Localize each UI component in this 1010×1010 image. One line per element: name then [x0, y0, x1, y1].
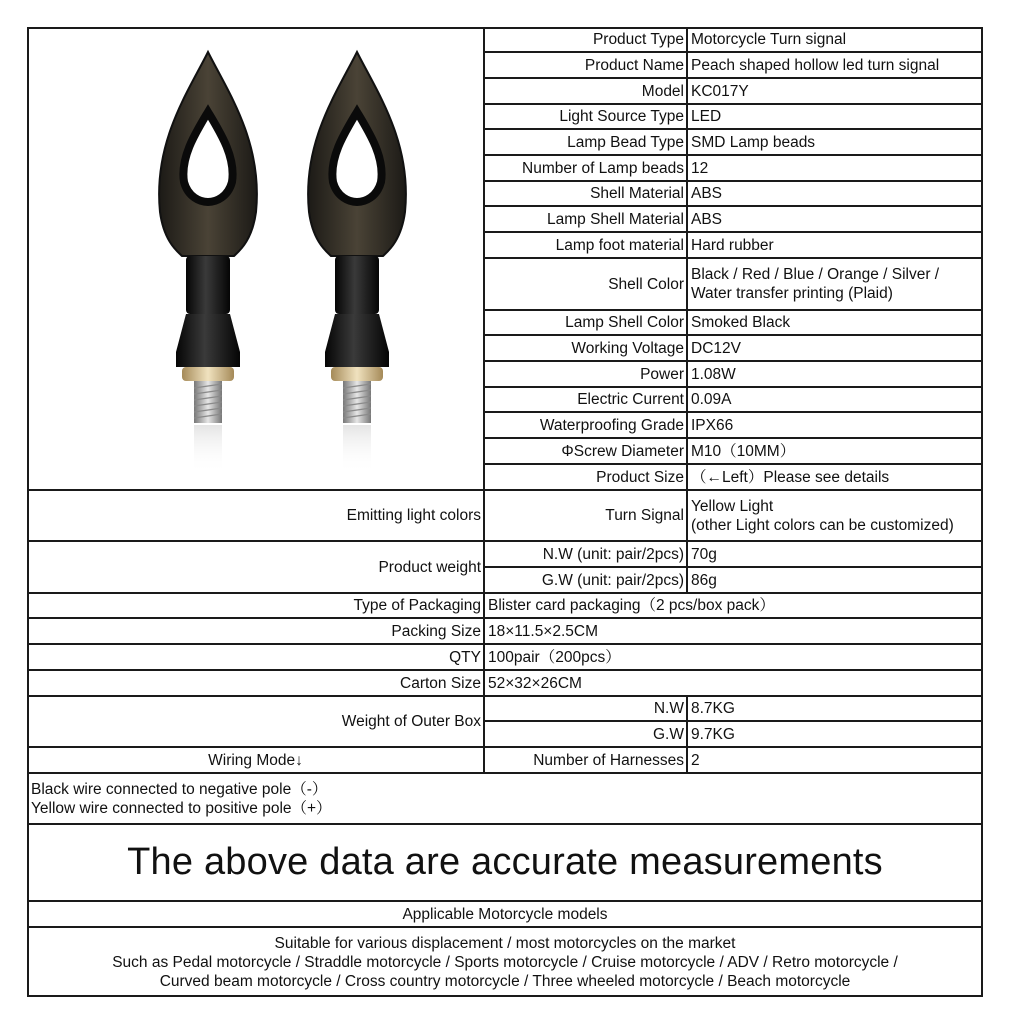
- power-value: 1.08W: [691, 365, 736, 383]
- lamp-foot-material-value: Hard rubber: [691, 236, 774, 254]
- row-divider: [484, 463, 983, 465]
- lamp-shell-material-label: Lamp Shell Material: [547, 210, 684, 228]
- product-size-value: （←Left）Please see details: [691, 468, 890, 486]
- electric-current-value: 0.09A: [691, 391, 732, 408]
- lamp-bead-count-value: 12: [691, 159, 709, 177]
- working-voltage-label: Working Voltage: [571, 339, 684, 357]
- row-divider: [27, 695, 983, 697]
- carton-size-value: 52×32×26CM: [488, 674, 582, 692]
- row-divider: [484, 27, 983, 29]
- product-weight-label: Product weight: [378, 558, 481, 576]
- row-divider: [27, 900, 983, 902]
- row-divider: [27, 643, 983, 645]
- row-divider: [484, 103, 983, 105]
- row-divider: [484, 334, 983, 336]
- row-divider: [484, 154, 983, 156]
- product-gw-value: 86g: [691, 571, 717, 589]
- row-divider: [484, 231, 983, 233]
- quantity-label: QTY: [449, 648, 481, 666]
- turn-signal-pair-image: [27, 27, 484, 490]
- applicable-models-text: Suitable for various displacement / most motorcycles on the market Such as Pedal motorcycle / Straddle motorcycle / Sports motorcycle / Cruise motorcycle / ADV / Retro motorcycle / Curved beam motorcycle / Cross country motorcycle / Three wheeled motorcycle / Beach motorcycle: [112, 934, 898, 990]
- row-divider: [484, 77, 983, 79]
- row-divider: [27, 617, 983, 619]
- packaging-type-value: Blister card packaging（2 pcs/box pack）: [488, 597, 775, 614]
- product-gw-label: G.W (unit: pair/2pcs): [541, 571, 684, 589]
- light-source-type-label: Light Source Type: [559, 108, 684, 125]
- outer-gw-value: 9.7KG: [691, 725, 735, 743]
- waterproofing-grade-label: Waterproofing Grade: [539, 416, 684, 434]
- turn-signal-label: Turn Signal: [605, 507, 684, 524]
- packing-size-label: Packing Size: [391, 622, 481, 640]
- screw-diameter-value: M10（10MM）: [691, 442, 796, 460]
- model-label: Model: [641, 82, 684, 100]
- emitting-colors-label: Emitting light colors: [346, 507, 481, 524]
- lamp-bead-type-value: SMD Lamp beads: [691, 133, 816, 151]
- row-divider: [484, 360, 983, 362]
- sheet-border-right: [981, 27, 983, 997]
- packing-size-value: 18×11.5×2.5CM: [488, 622, 599, 640]
- harness-count-label: Number of Harnesses: [533, 751, 684, 769]
- row-divider: [27, 823, 983, 825]
- lamp-shell-material-value: ABS: [691, 210, 723, 228]
- column-divider: [483, 27, 485, 773]
- product-photo: [27, 27, 484, 490]
- model-value: KC017Y: [691, 82, 749, 100]
- sheet-border-left: [27, 27, 29, 997]
- product-nw-value: 70g: [691, 545, 717, 563]
- row-divider: [484, 180, 983, 182]
- quantity-value: 100pair（200pcs）: [488, 648, 621, 666]
- applicable-models-title: Applicable Motorcycle models: [402, 905, 608, 923]
- row-divider: [27, 489, 983, 491]
- lamp-foot-material-label: Lamp foot material: [555, 236, 684, 254]
- row-divider: [27, 669, 983, 671]
- carton-size-label: Carton Size: [400, 674, 481, 692]
- row-divider: [484, 51, 983, 53]
- outer-nw-value: 8.7KG: [691, 700, 735, 717]
- shell-color-label: Shell Color: [608, 275, 684, 293]
- row-divider: [484, 437, 983, 439]
- packaging-type-label: Type of Packaging: [353, 597, 481, 614]
- product-type-value: Motorcycle Turn signal: [691, 31, 847, 48]
- screw-diameter-label: ΦScrew Diameter: [561, 442, 684, 460]
- spec-sheet: [27, 27, 983, 997]
- wiring-mode-label: Wiring Mode↓: [208, 751, 303, 769]
- row-divider: [27, 772, 983, 774]
- shell-material-label: Shell Material: [590, 185, 684, 202]
- waterproofing-grade-value: IPX66: [691, 416, 734, 434]
- row-divider: [484, 566, 983, 568]
- product-name-value: Peach shaped hollow led turn signal: [691, 56, 940, 74]
- outer-gw-label: G.W: [653, 725, 684, 743]
- power-label: Power: [640, 365, 684, 383]
- shell-color-value: Black / Red / Blue / Orange / Silver / Water transfer printing (Plaid): [691, 266, 940, 302]
- electric-current-label: Electric Current: [577, 391, 684, 408]
- column-divider: [686, 696, 688, 773]
- lamp-bead-type-label: Lamp Bead Type: [567, 133, 684, 151]
- wiring-note: Black wire connected to negative pole（-） Yellow wire connected to positive pole（+）: [31, 780, 332, 817]
- shell-material-value: ABS: [691, 185, 723, 202]
- turn-signal-value: Yellow Light (other Light colors can be customized): [691, 497, 954, 534]
- sheet-border-bottom: [27, 995, 983, 997]
- row-divider: [27, 592, 983, 594]
- harness-count-value: 2: [691, 751, 700, 769]
- light-source-type-value: LED: [691, 108, 722, 125]
- row-divider: [484, 309, 983, 311]
- column-divider: [686, 27, 688, 593]
- row-divider: [27, 540, 983, 542]
- lamp-shell-color-label: Lamp Shell Color: [565, 314, 684, 331]
- product-size-label: Product Size: [596, 468, 684, 486]
- row-divider: [484, 411, 983, 413]
- outer-box-weight-label: Weight of Outer Box: [341, 713, 481, 730]
- row-divider: [484, 386, 983, 388]
- row-divider: [27, 926, 983, 928]
- outer-nw-label: N.W: [653, 700, 684, 717]
- product-name-label: Product Name: [584, 56, 684, 74]
- row-divider: [27, 746, 983, 748]
- lamp-bead-count-label: Number of Lamp beads: [522, 159, 684, 177]
- lamp-shell-color-value: Smoked Black: [691, 314, 791, 331]
- row-divider: [484, 257, 983, 259]
- product-nw-label: N.W (unit: pair/2pcs): [542, 545, 684, 563]
- row-divider: [484, 128, 983, 130]
- product-type-label: Product Type: [592, 31, 684, 48]
- working-voltage-value: DC12V: [691, 339, 741, 357]
- row-divider: [484, 205, 983, 207]
- row-divider: [484, 720, 983, 722]
- accuracy-banner: The above data are accurate measurements: [127, 841, 883, 883]
